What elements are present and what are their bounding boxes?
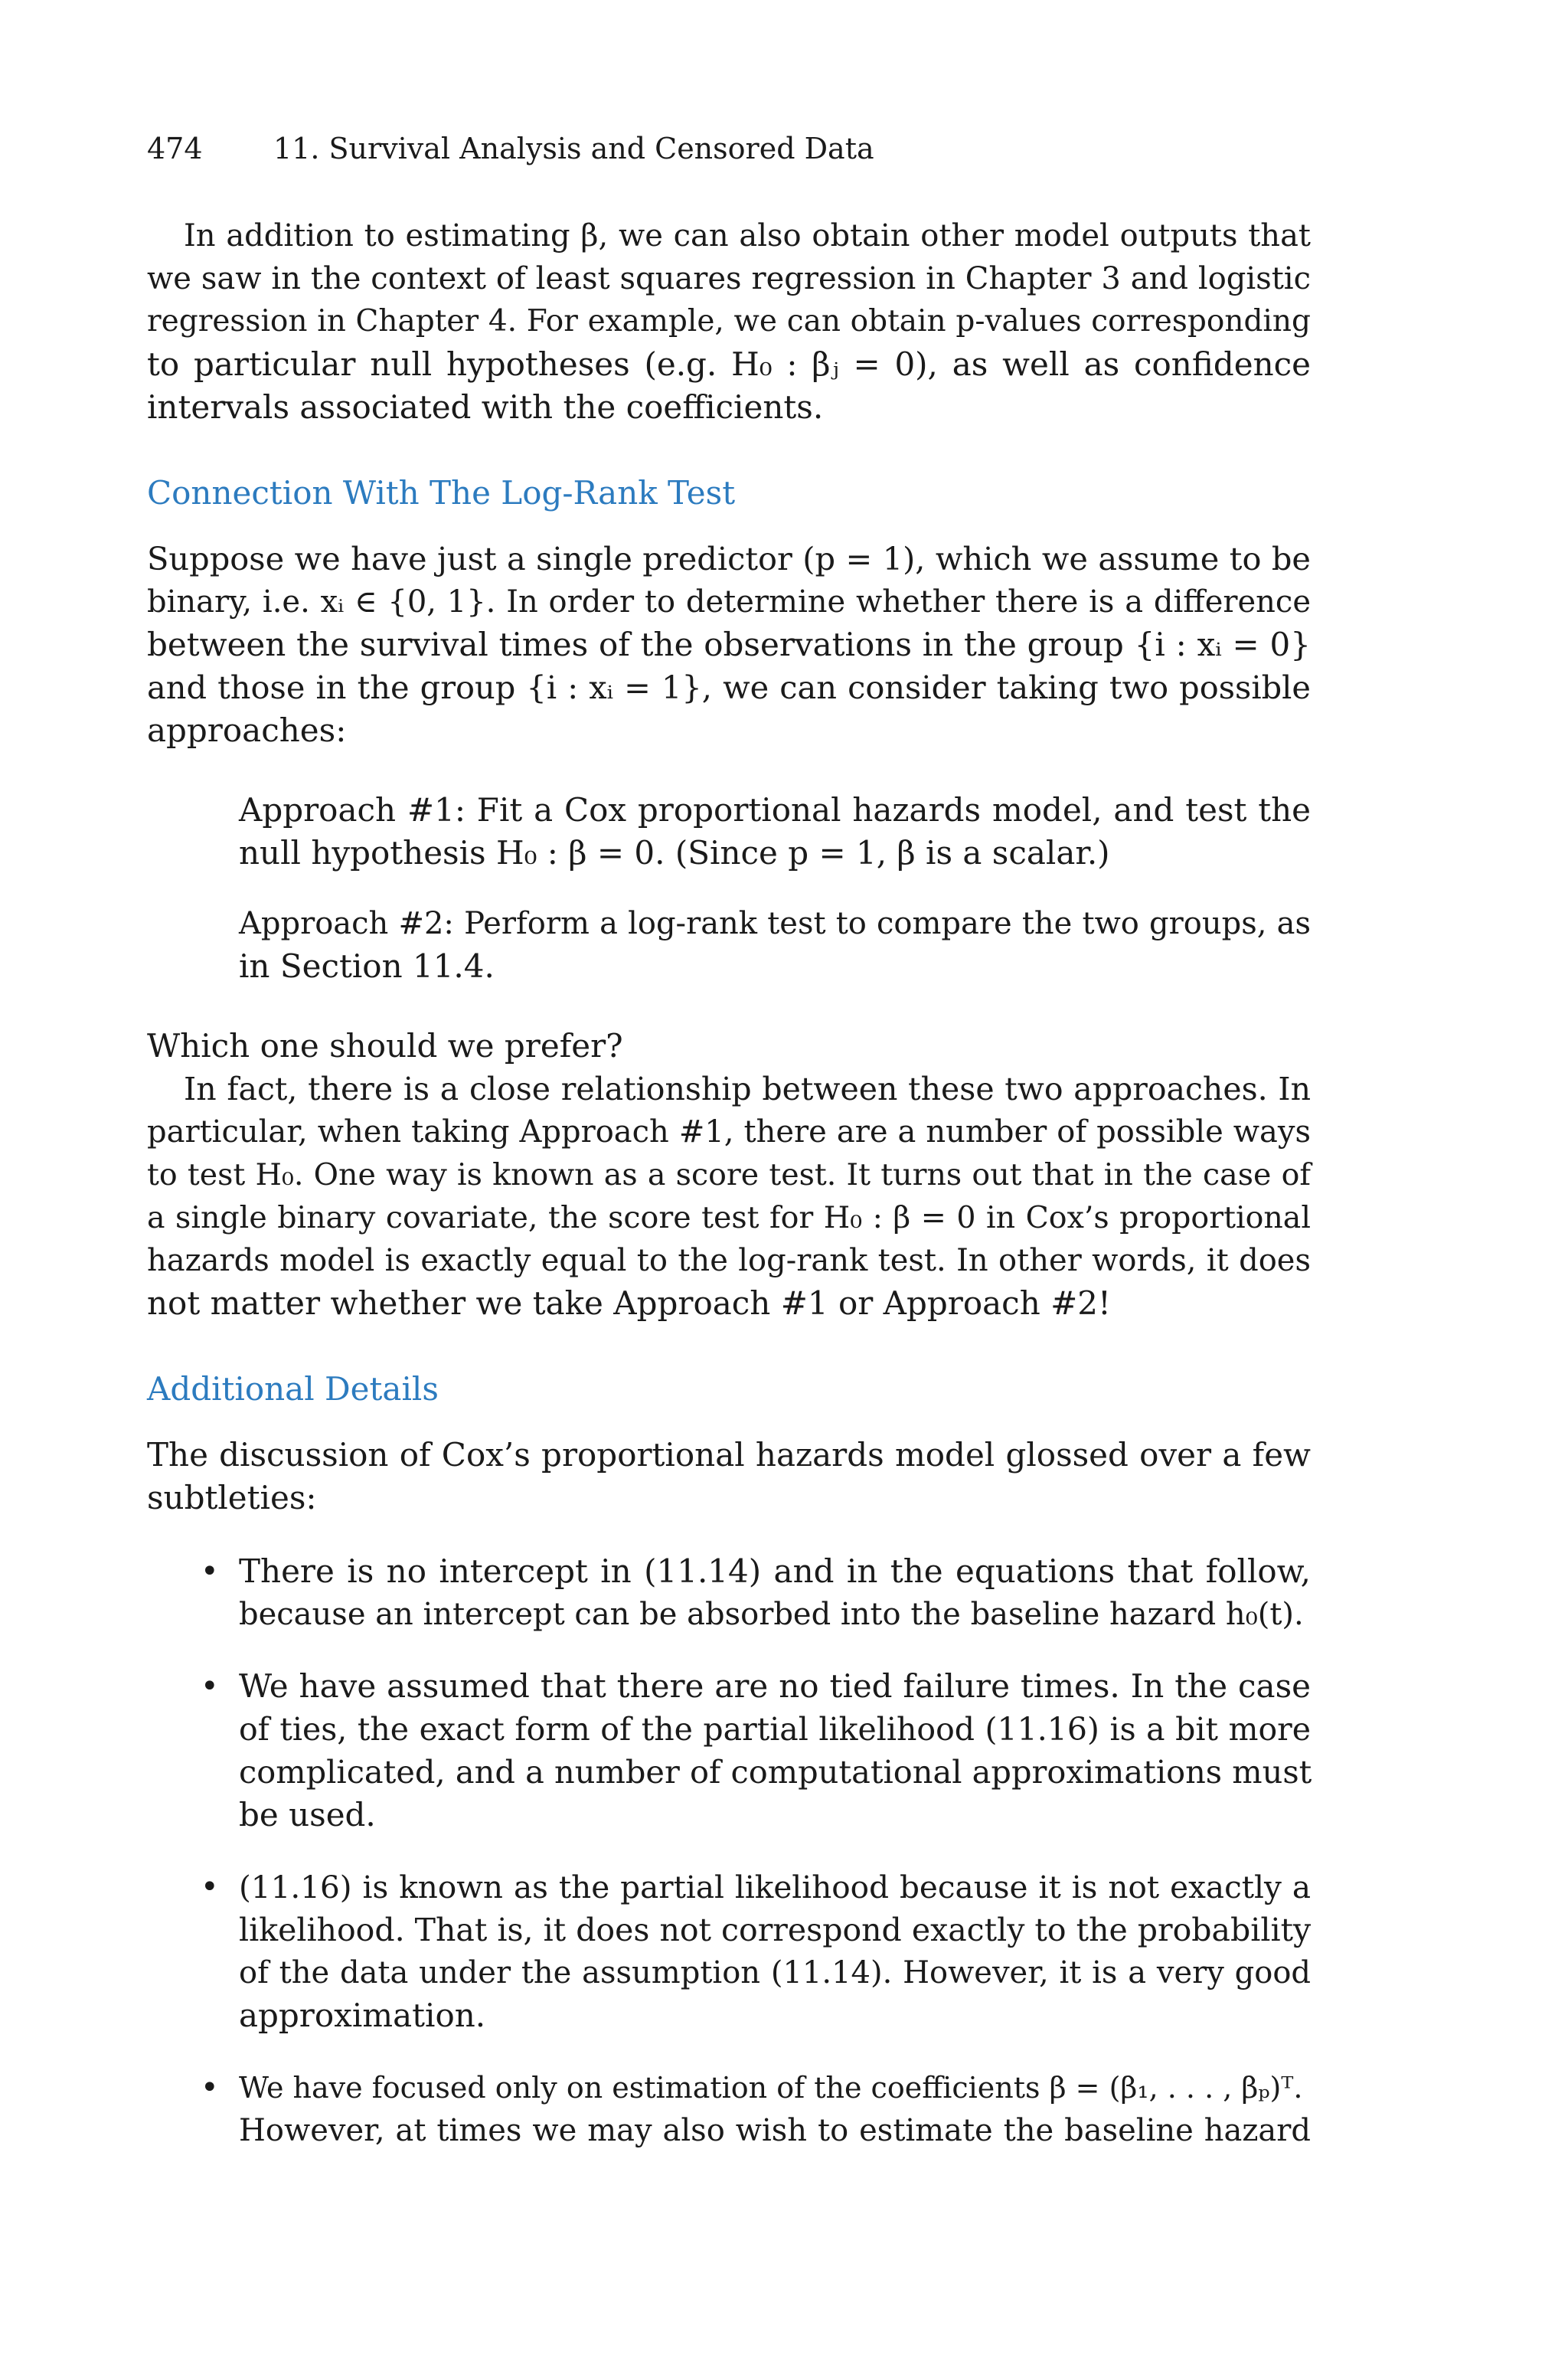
text-line: In fact, there is a close relationship between these two approaches. In (184, 1071, 1311, 1107)
bullet-line: approximation. (239, 1997, 486, 2034)
text-line: not matter whether we take Approach #1 or Approach #2! (147, 1284, 1111, 1322)
text-line: In addition to estimating β, we can also obtain other model outputs that (184, 218, 1311, 254)
text-line: we saw in the context of least squares regression in Chapter 3 and logistic (147, 261, 1311, 296)
text-line: intervals associated with the coefficients. (147, 388, 824, 426)
text-line: hazards model is exactly equal to the log-rank test. In other words, it does (147, 1243, 1311, 1278)
text-line: particular, when taking Approach #1, there are a number of possible ways (147, 1114, 1311, 1150)
bullet-line: of ties, the exact form of the partial likelihood (11.16) is a bit more (239, 1711, 1311, 1748)
approach-1-line: Approach #1: Fit a Cox proportional hazards model, and test the (239, 791, 1311, 829)
bullet-line: because an intercept can be absorbed into the baseline hazard h₀(t). (239, 1597, 1304, 1632)
text-line: and those in the group {i : xᵢ = 1}, we can consider taking two possible (147, 669, 1311, 706)
running-header (147, 130, 1311, 167)
bullet-line: be used. (239, 1796, 376, 1833)
text-line: to particular null hypotheses (e.g. H₀ : βⱼ = 0), as well as confidence (147, 345, 1311, 383)
bullet-line: complicated, and a number of computational approximations must (239, 1753, 1312, 1791)
text-line: to test H₀. One way is known as a score test. It turns out that in the case of (147, 1157, 1311, 1192)
bullet-line: We have focused only on estimation of the coefficients β = (β₁, . . . , βₚ)ᵀ. (239, 2071, 1303, 2105)
text-line: Suppose we have just a single predictor (p = 1), which we assume to be (147, 540, 1311, 577)
text-line: subtleties: (147, 1479, 317, 1516)
bullet-marker: • (201, 1669, 219, 1704)
bullet-line: of the data under the assumption (11.14). However, it is a very good (239, 1955, 1311, 1990)
text-line: regression in Chapter 4. For example, we can obtain p-values corresponding (147, 304, 1311, 339)
text-line: binary, i.e. xᵢ ∈ {0, 1}. In order to determine whether there is a difference (147, 584, 1311, 620)
text-line: Which one should we prefer? (147, 1027, 623, 1065)
bullet-marker: • (201, 2070, 219, 2105)
text-line: a single binary covariate, the score test for H₀ : β = 0 in Cox’s proportional (147, 1200, 1311, 1235)
text-line: The discussion of Cox’s proportional hazards model glossed over a few (147, 1436, 1311, 1474)
section-heading: Connection With The Log-Rank Test (147, 474, 736, 512)
running-title: 11. Survival Analysis and Censored Data (273, 132, 874, 165)
approach-1-line: null hypothesis H₀ : β = 0. (Since p = 1, β is a scalar.) (239, 834, 1110, 872)
bullet-line: likelihood. That is, it does not correspond exactly to the probability (239, 1912, 1312, 1948)
bullet-marker: • (201, 1869, 219, 1905)
approach-2-line: in Section 11.4. (239, 947, 495, 985)
approach-2-line: Approach #2: Perform a log-rank test to compare the two groups, as (239, 906, 1311, 941)
section-heading: Additional Details (147, 1370, 439, 1408)
bullet-line: We have assumed that there are no tied failure times. In the case (239, 1667, 1311, 1705)
text-line: between the survival times of the observations in the group {i : xᵢ = 0} (147, 626, 1311, 663)
text-line: approaches: (147, 711, 347, 749)
bullet-line: However, at times we may also wish to estimate the baseline hazard (239, 2113, 1311, 2148)
bullet-marker: • (201, 1554, 219, 1589)
bullet-line: There is no intercept in (11.14) and in the equations that follow, (239, 1552, 1311, 1590)
page-number: 474 (147, 132, 203, 165)
bullet-line: (11.16) is known as the partial likelihood because it is not exactly a (239, 1869, 1311, 1905)
